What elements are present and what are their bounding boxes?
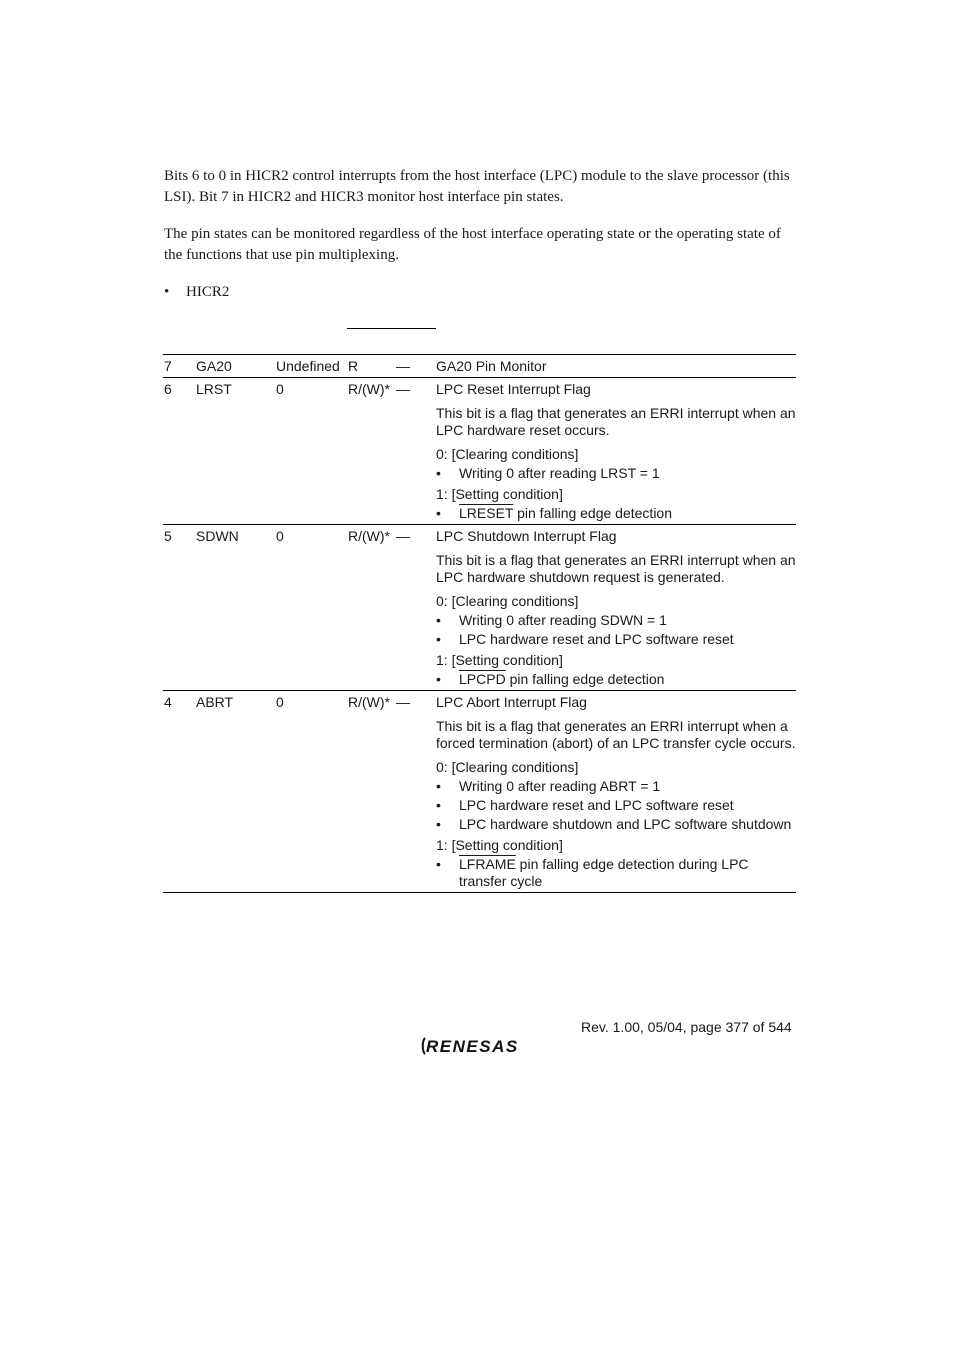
signal-name: LPCPD bbox=[459, 671, 506, 687]
setting-heading: 1: [Setting condition] bbox=[436, 652, 563, 668]
initial-value: 0 bbox=[276, 381, 284, 397]
description bbox=[436, 525, 796, 690]
bullet-dot: • bbox=[436, 856, 441, 872]
table-row bbox=[163, 691, 796, 893]
logo-text: RENESAS bbox=[426, 1037, 519, 1056]
description bbox=[436, 691, 796, 892]
clearing-condition: Writing 0 after reading SDWN = 1 bbox=[459, 612, 667, 628]
read-write: R bbox=[348, 358, 359, 374]
list-item bbox=[436, 631, 796, 648]
bullet-dot: • bbox=[436, 671, 441, 687]
description-title: LPC Abort Interrupt Flag bbox=[436, 694, 587, 710]
description-title: LPC Shutdown Interrupt Flag bbox=[436, 528, 617, 544]
setting-condition bbox=[459, 856, 796, 890]
bullet-dot: • bbox=[436, 631, 441, 647]
read-write: R/(W)* bbox=[348, 694, 390, 710]
description bbox=[436, 378, 796, 524]
description-text: This bit is a flag that generates an ERRI interrupt when an LPC hardware reset occurs. bbox=[436, 405, 796, 438]
description bbox=[436, 355, 796, 377]
setting-condition bbox=[459, 671, 796, 688]
intro-paragraph-1: Bits 6 to 0 in HICR2 control interrupts from the host interface (LPC) module to the slave processor (this LSI). Bit 7 in HICR2 and HICR3 monitor host interface pin states. bbox=[164, 168, 790, 205]
signal-name: LFRAME bbox=[459, 856, 516, 872]
bullet-dot: • bbox=[436, 465, 441, 481]
list-item bbox=[436, 778, 796, 795]
setting-condition-text: pin falling edge detection during LPC transfer cycle bbox=[459, 856, 749, 889]
initial-value: 0 bbox=[276, 694, 284, 710]
setting-heading: 1: [Setting condition] bbox=[436, 837, 563, 853]
bit-number: 6 bbox=[164, 381, 172, 397]
list-item bbox=[436, 856, 796, 890]
bullet-dot: • bbox=[436, 816, 441, 832]
note-dash: — bbox=[396, 694, 410, 710]
bit-number: 4 bbox=[164, 694, 172, 710]
setting-condition-text: pin falling edge detection bbox=[513, 505, 673, 521]
description-text: This bit is a flag that generates an ERRI interrupt when a forced termination (abort) of an LPC transfer cycle occurs. bbox=[436, 718, 796, 751]
description-text: This bit is a flag that generates an ERRI interrupt when an LPC hardware shutdown request is generated. bbox=[436, 552, 796, 585]
bullet-dot: • bbox=[436, 778, 441, 794]
bullet-dot: • bbox=[436, 505, 441, 521]
clearing-condition: LPC hardware reset and LPC software reset bbox=[459, 797, 734, 813]
bullet-dot: • bbox=[164, 284, 170, 300]
read-write: R/(W)* bbox=[348, 381, 390, 397]
clearing-condition: Writing 0 after reading LRST = 1 bbox=[459, 465, 660, 481]
signal-name: LRESET bbox=[459, 505, 514, 521]
register-name: HICR2 bbox=[186, 284, 230, 300]
clearing-condition: Writing 0 after reading ABRT = 1 bbox=[459, 778, 661, 794]
table-row bbox=[163, 525, 796, 691]
read-write: R/(W)* bbox=[348, 528, 390, 544]
register-table bbox=[163, 354, 796, 893]
logo-swoosh bbox=[423, 1038, 425, 1054]
list-item bbox=[436, 465, 796, 482]
clearing-heading: 0: [Clearing conditions] bbox=[436, 446, 579, 462]
list-item bbox=[436, 797, 796, 814]
setting-heading: 1: [Setting condition] bbox=[436, 486, 563, 502]
renesas-logo bbox=[421, 1035, 541, 1057]
list-item bbox=[436, 612, 796, 629]
page-footer: Rev. 1.00, 05/04, page 377 of 544 bbox=[581, 1019, 792, 1035]
description-title: LPC Reset Interrupt Flag bbox=[436, 381, 591, 397]
bit-name: LRST bbox=[196, 381, 232, 397]
note-dash: — bbox=[396, 381, 410, 397]
initial-value: Undefined bbox=[276, 358, 340, 374]
bit-name: GA20 bbox=[196, 358, 232, 374]
table-row bbox=[163, 355, 796, 378]
note-dash: — bbox=[396, 358, 410, 374]
clearing-condition: LPC hardware reset and LPC software reset bbox=[459, 631, 734, 647]
register-bullet bbox=[164, 282, 229, 303]
initial-value: 0 bbox=[276, 528, 284, 544]
bullet-dot: • bbox=[436, 797, 441, 813]
bit-name: SDWN bbox=[196, 528, 239, 544]
setting-condition-text: pin falling edge detection bbox=[505, 671, 665, 687]
bit-number: 7 bbox=[164, 358, 172, 374]
list-item bbox=[436, 816, 796, 833]
bit-name: ABRT bbox=[196, 694, 234, 710]
table-row bbox=[163, 378, 796, 525]
note-dash: — bbox=[396, 528, 410, 544]
table-header-rule bbox=[347, 328, 436, 329]
bullet-dot: • bbox=[436, 612, 441, 628]
description-title: GA20 Pin Monitor bbox=[436, 358, 547, 374]
list-item bbox=[436, 671, 796, 688]
bit-number: 5 bbox=[164, 528, 172, 544]
clearing-condition: LPC hardware shutdown and LPC software shutdown bbox=[459, 816, 792, 832]
setting-condition bbox=[459, 505, 796, 522]
clearing-heading: 0: [Clearing conditions] bbox=[436, 759, 579, 775]
clearing-heading: 0: [Clearing conditions] bbox=[436, 593, 579, 609]
list-item bbox=[436, 505, 796, 522]
intro-paragraph-2: The pin states can be monitored regardless of the host interface operating state or the operating state of the functions that use pin multiplexing. bbox=[164, 226, 781, 263]
